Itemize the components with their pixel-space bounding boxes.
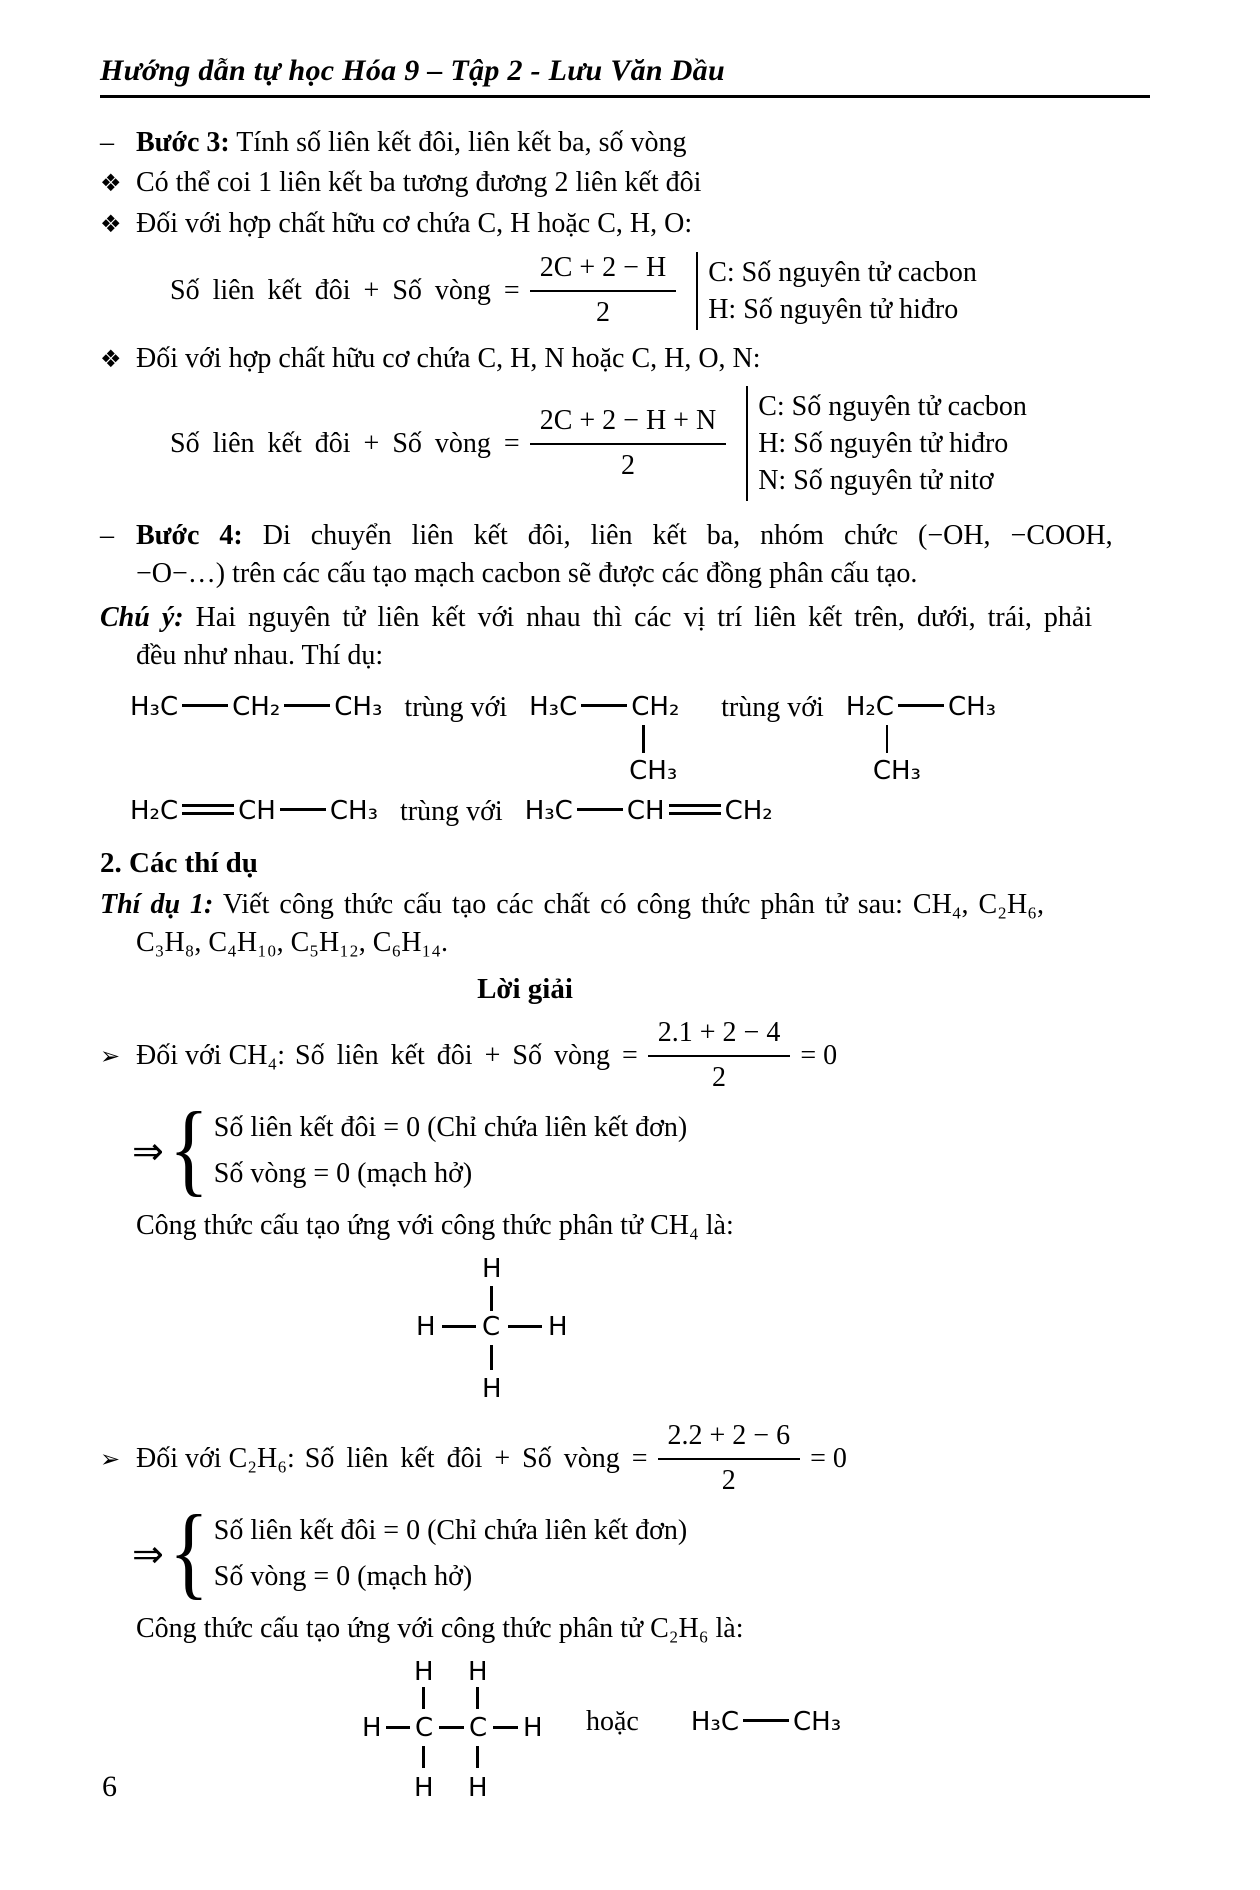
vertical-bond-icon [490, 1286, 493, 1311]
single-bond-icon [280, 808, 326, 811]
ethane-structures [362, 1656, 1150, 1804]
dash-bullet-icon: – [100, 520, 114, 551]
connector-text: trùng với [721, 692, 824, 723]
step4-text1-wrap [136, 517, 1150, 555]
diamond-bullet-icon: ❖ [100, 210, 122, 238]
atom-c: C [415, 1713, 434, 1743]
ch4-cct-line: Công thức cấu tạo ứng với công thức phân tử CH₄ là: [136, 1210, 734, 1241]
atom-h: H [482, 1374, 502, 1404]
ch4-lhs: Số liên kết đôi + Số vòng = [295, 1039, 638, 1071]
single-bond-icon [442, 1325, 476, 1328]
c2h6-rhs: = 0 [810, 1442, 847, 1474]
arrow-bullet-icon: ➢ [100, 1041, 121, 1070]
step3-label: Bước 3: [136, 127, 230, 158]
equivalence-row2 [130, 795, 1150, 828]
c2h6-intro: Đối với C₂H₆: [136, 1442, 295, 1474]
atom-group: CH [238, 796, 276, 826]
atom-h: H [548, 1312, 568, 1342]
ethane-structure-full [362, 1656, 562, 1804]
ch4-numerator: 2.1 + 2 − 4 [648, 1016, 791, 1057]
attention-label: Chú ý: [100, 602, 184, 633]
running-header [100, 54, 1150, 98]
brace-icon: { [168, 1091, 209, 1206]
note1-text: Có thể coi 1 liên kết ba tương đương 2 liên kết đôi [136, 167, 702, 198]
connector-text: trùng với [404, 692, 508, 723]
single-bond-icon [581, 704, 627, 707]
attention-line1 [100, 599, 1150, 637]
atom-h: H [523, 1713, 543, 1743]
example1-line2: C₃H₈, C₄H₁₀, C₅H₁₂, C₆H₁₄. [136, 927, 448, 958]
formula2-numerator: 2C + 2 − H + N [530, 404, 727, 445]
formula1-legend [696, 252, 977, 330]
ethane-structure-condensed [691, 1706, 841, 1738]
c2h6-equation [100, 1419, 1150, 1498]
or-text: hoặc [586, 1706, 639, 1737]
vertical-bond-icon [886, 725, 889, 753]
formula1-block [170, 251, 1150, 330]
dash-bullet-icon: – [100, 127, 114, 158]
methane-structure [406, 1253, 586, 1405]
step3-text: Tính số liên kết đôi, liên kết ba, số vòng [236, 127, 687, 158]
propane-structure-branched2 [846, 691, 1016, 791]
arrow-bullet-icon: ➢ [100, 1444, 121, 1473]
formula2-lhs: Số liên kết đôi + Số vòng = [170, 427, 520, 459]
atom-h: H [416, 1312, 436, 1342]
propene-structure [130, 795, 378, 827]
c2h6-denominator: 2 [721, 1465, 736, 1496]
note2-text: Đối với hợp chất hữu cơ chứa C, H hoặc C, H, O: [136, 208, 693, 239]
c2h6-conclusions [214, 1508, 687, 1600]
step4-label: Bước 4: [136, 520, 243, 551]
c2h6-lhs: Số liên kết đôi + Số vòng = [304, 1442, 648, 1474]
section2-heading: 2. Các thí dụ [100, 847, 258, 879]
vertical-bond-icon [642, 725, 645, 753]
ch4-implication [132, 1091, 1150, 1206]
note3-line [100, 340, 1150, 378]
atom-group: CH₃ [629, 756, 678, 786]
atom-group: CH [626, 796, 665, 826]
formula1-denominator: 2 [595, 297, 610, 328]
formula1-numerator: 2C + 2 − H [530, 251, 676, 292]
double-bond-icon [182, 804, 234, 815]
atom-group: H₂C [130, 796, 179, 826]
formula2-fraction [530, 404, 727, 483]
atom-h: H [468, 1657, 488, 1687]
atom-group: CH₃ [793, 1707, 842, 1737]
atom-group: CH₂ [232, 692, 281, 722]
legend-line: C: Số nguyên tử cacbon [758, 391, 1027, 422]
atom-group: CH₃ [329, 796, 378, 826]
propane-structure [130, 691, 382, 723]
note1-line [100, 164, 1150, 202]
formula1-lhs: Số liên kết đôi + Số vòng = [170, 274, 520, 306]
formula2-denominator: 2 [620, 450, 635, 481]
atom-group: H₃C [524, 796, 573, 826]
example1-line1 [100, 886, 1150, 924]
single-bond-icon [284, 704, 330, 707]
ch4-denominator: 2 [712, 1062, 727, 1093]
atom-group: CH₃ [947, 692, 997, 722]
step3-line [100, 124, 1150, 162]
atom-group: CH₂ [631, 692, 680, 722]
c2h6-numerator: 2.2 + 2 − 6 [658, 1419, 801, 1460]
propane-structure-branched [529, 691, 699, 791]
vertical-bond-icon [476, 1687, 479, 1709]
atom-group: CH₃ [872, 756, 921, 786]
equivalence-row1 [130, 691, 1150, 793]
attention-text1: Hai nguyên tử liên kết với nhau thì các vị trí liên kết trên, dưới, trái, phải [195, 602, 1093, 633]
atom-group: CH₂ [724, 796, 773, 826]
formula2-block [170, 386, 1150, 501]
vertical-bond-icon [422, 1746, 425, 1768]
connector-text: trùng với [400, 796, 503, 827]
vertical-bond-icon [476, 1746, 479, 1768]
brace-icon: { [168, 1494, 209, 1609]
single-bond-icon [182, 704, 228, 707]
note3-text: Đối với hợp chất hữu cơ chứa C, H, N hoặc C, H, O, N: [136, 343, 761, 374]
attention-line2: đều như nhau. Thí dụ: [136, 640, 384, 671]
solution-heading: Lời giải [477, 973, 573, 1005]
legend-line: H: Số nguyên tử hiđro [758, 428, 1009, 459]
implies-icon: ⇒ [132, 1532, 164, 1576]
atom-group: CH₃ [334, 692, 383, 722]
example1-label: Thí dụ 1: [100, 889, 214, 920]
book-title: Hướng dẫn tự học Hóa 9 – Tập 2 - Lưu Văn Dầu [100, 54, 725, 87]
c2h6-implication [132, 1494, 1150, 1609]
single-bond-icon [508, 1325, 542, 1328]
single-bond-icon [743, 1719, 789, 1722]
atom-h: H [414, 1657, 434, 1687]
atom-h: H [482, 1254, 502, 1284]
propene-structure2 [525, 795, 773, 827]
c2h6-fraction [658, 1419, 801, 1498]
step4-line2: −O−…) trên các cấu tạo mạch cacbon sẽ được các đồng phân cấu tạo. [136, 558, 918, 589]
atom-group: H₃C [690, 1707, 739, 1737]
c2h6-cct-line: Công thức cấu tạo ứng với công thức phân tử C₂H₆ là: [136, 1613, 744, 1644]
step4-line1 [100, 517, 1150, 555]
single-bond-icon [493, 1726, 518, 1729]
ch4-fraction [648, 1016, 791, 1095]
formula1-fraction [530, 251, 676, 330]
legend-line: H: Số nguyên tử hiđro [708, 293, 959, 325]
ch4-rhs: = 0 [800, 1039, 838, 1071]
single-bond-icon [898, 704, 944, 707]
c2h6-conclusion1: Số liên kết đôi = 0 (Chỉ chứa liên kết đơn) [213, 1515, 688, 1546]
double-bond-icon [669, 804, 721, 815]
ch4-equation [100, 1016, 1150, 1095]
ch4-intro: Đối với CH₄: [136, 1039, 286, 1071]
atom-h: H [362, 1713, 382, 1743]
page-number: 6 [102, 1770, 117, 1803]
formula2-legend [746, 386, 1027, 501]
atom-group: H₃C [529, 692, 578, 722]
single-bond-icon [577, 808, 623, 811]
example1-text1: Viết công thức cấu tạo các chất có công thức phân tử sau: CH₄, C₂H₆, [222, 889, 1044, 920]
ch4-conclusion1: Số liên kết đôi = 0 (Chỉ chứa liên kết đơn) [213, 1112, 688, 1143]
legend-line: N: Số nguyên tử nitơ [758, 465, 994, 496]
ch4-conclusions [214, 1105, 687, 1197]
c2h6-conclusion2: Số vòng = 0 (mạch hở) [213, 1561, 473, 1592]
vertical-bond-icon [422, 1687, 425, 1709]
diamond-bullet-icon: ❖ [100, 345, 122, 373]
atom-c: C [469, 1713, 488, 1743]
step4-text1: Di chuyển liên kết đôi, liên kết ba, nhóm chức (−OH, −COOH, [262, 520, 1113, 551]
note2-line [100, 205, 1150, 243]
legend-line: C: Số nguyên tử cacbon [708, 256, 977, 288]
atom-group: H₂C [845, 692, 894, 722]
atom-group: H₃C [130, 692, 179, 722]
ch4-conclusion2: Số vòng = 0 (mạch hở) [213, 1158, 473, 1189]
atom-h: H [468, 1773, 488, 1803]
implies-icon: ⇒ [132, 1129, 164, 1173]
diamond-bullet-icon: ❖ [100, 169, 122, 197]
vertical-bond-icon [490, 1345, 493, 1370]
atom-c: C [482, 1312, 501, 1342]
single-bond-icon [386, 1726, 410, 1729]
single-bond-icon [439, 1726, 464, 1729]
atom-h: H [414, 1773, 434, 1803]
step3-text-wrap [136, 124, 687, 162]
